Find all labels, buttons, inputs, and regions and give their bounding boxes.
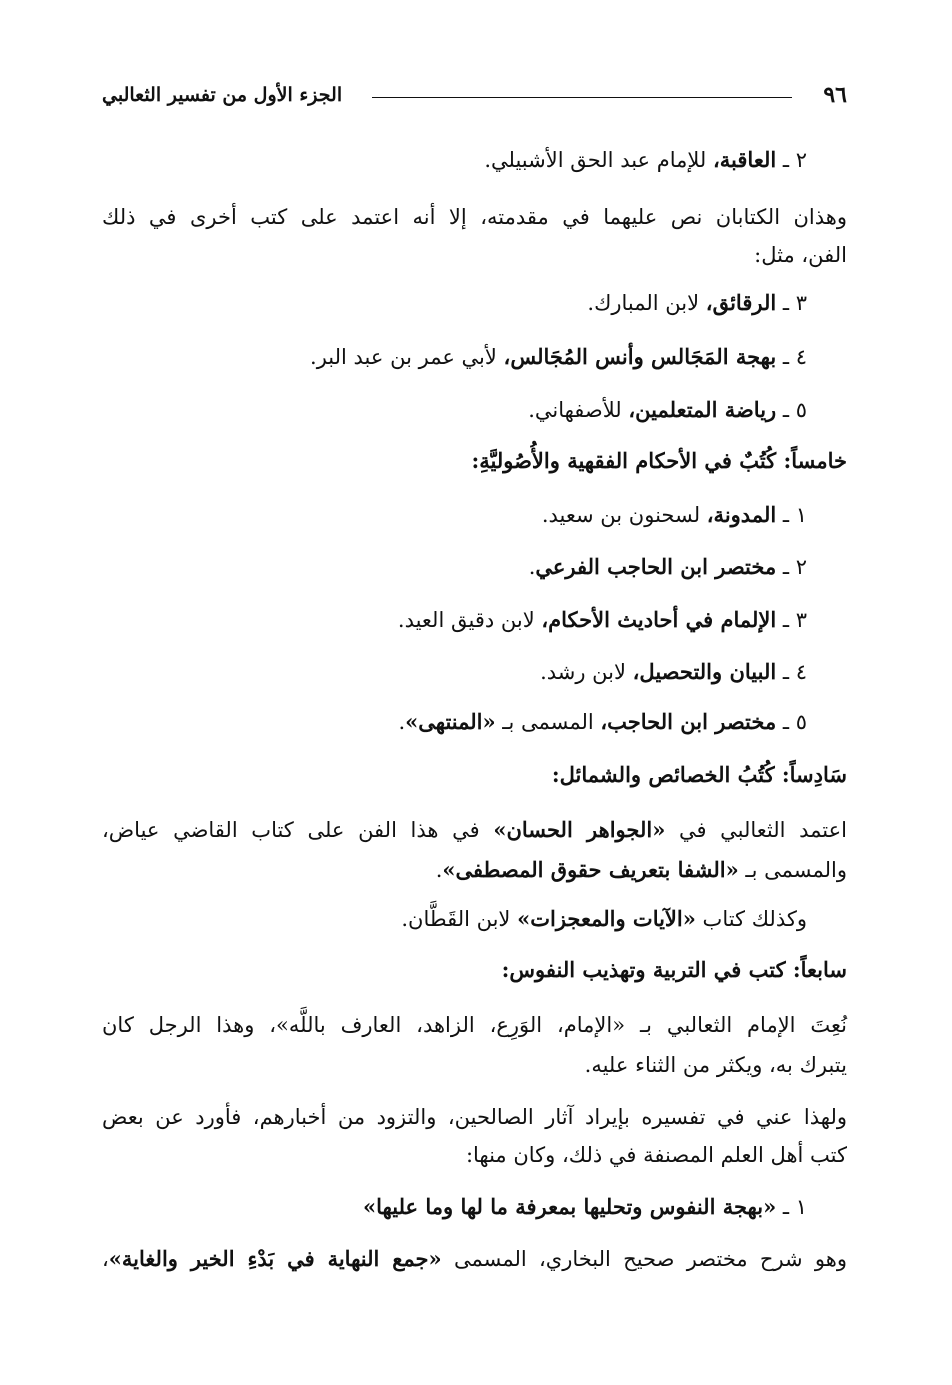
text-line xyxy=(102,552,807,582)
text-line xyxy=(102,202,847,232)
text-line xyxy=(102,1140,847,1170)
text-run: لابن دقيق العيد. xyxy=(397,608,542,632)
text-line xyxy=(102,605,807,635)
bold-text: خامساً: كُتُبٌ في الأحكام الفقهية والأُصُوليَّةِ: xyxy=(471,448,847,473)
text-run: للأصفهاني. xyxy=(528,398,629,422)
text-line xyxy=(102,145,807,175)
bold-text: «المنتهى» xyxy=(405,709,496,734)
text-line xyxy=(102,815,847,845)
bold-text: «الجواهر الحسان» xyxy=(493,817,666,842)
header-rule xyxy=(372,97,792,98)
text-line xyxy=(102,1102,847,1132)
bold-text: الإلمام في أحاديث الأحكام، xyxy=(541,607,777,632)
bold-text: مختصر ابن الحاجب الفرعي xyxy=(535,554,777,579)
text-run: . xyxy=(398,710,406,734)
text-run: وكذلك كتاب xyxy=(695,907,807,931)
bold-text: بهجة المَجَالس وأنس المُجَالس، xyxy=(503,344,777,369)
bold-text: سابعاً: كتب في التربية وتهذيب النفوس: xyxy=(501,957,847,982)
text-line xyxy=(102,1192,807,1222)
text-run: يتبرك به، ويكثر من الثناء عليه. xyxy=(584,1053,847,1077)
text-line xyxy=(102,1244,847,1274)
page-number: ٩٦ xyxy=(823,82,847,108)
bold-text: «الشفا بتعريف حقوق المصطفى» xyxy=(442,857,739,882)
text-run: للإمام عبد الحق الأشبيلي. xyxy=(484,148,714,172)
text-run: ٤ ـ xyxy=(776,345,807,369)
text-line xyxy=(102,904,807,934)
text-line xyxy=(102,288,807,318)
text-run: لأبي عمر بن عبد البر. xyxy=(310,345,504,369)
text-line xyxy=(102,1050,847,1080)
text-run: ١ ـ xyxy=(776,503,807,527)
text-run: ولهذا عني في تفسيره بإيراد آثار الصالحين، والتزود من أخبارهم، فأورد عن بعض xyxy=(102,1105,847,1129)
text-line xyxy=(102,240,847,270)
text-line xyxy=(102,657,807,687)
text-line xyxy=(102,342,807,372)
text-run: والمسمى بـ xyxy=(738,858,847,882)
text-line xyxy=(102,855,847,885)
text-run: لابن القَطَّان. xyxy=(401,907,518,931)
bold-text: «الآيات والمعجزات» xyxy=(517,906,696,931)
bold-text: المدونة، xyxy=(706,502,777,527)
text-line xyxy=(102,707,807,737)
section-heading xyxy=(102,446,847,476)
text-run: وهو شرح مختصر صحيح البخاري، المسمى xyxy=(441,1247,847,1271)
bold-text: «جمع النهاية في بَدْءِ الخير والغاية» xyxy=(108,1246,442,1271)
text-run: ٤ ـ xyxy=(776,660,807,684)
text-run: . xyxy=(435,858,443,882)
bold-text: رياضة المتعلمين، xyxy=(628,397,777,422)
section-heading xyxy=(102,760,847,790)
text-run: ٣ ـ xyxy=(776,291,807,315)
text-run: ٥ ـ xyxy=(776,398,807,422)
bold-text: سَادِساً: كُتُبُ الخصائص والشمائل: xyxy=(551,762,847,787)
text-run: لابن رشد. xyxy=(540,660,633,684)
text-run: ، xyxy=(102,1247,109,1271)
text-run: ٢ ـ xyxy=(776,555,807,579)
bold-text: العاقبة، xyxy=(713,147,777,172)
text-run: ٥ ـ xyxy=(776,710,807,734)
text-run: نُعِتَ الإمام الثعالبي بـ «الإمام، الوَرِع، الزاهد، العارف باللَّه»، وهذا الرجل كان xyxy=(102,1013,847,1037)
text-run: المسمى بـ xyxy=(495,710,601,734)
text-run: ٢ ـ xyxy=(776,148,807,172)
section-heading xyxy=(102,955,847,985)
text-run: في هذا الفن على كتاب القاضي عياض، xyxy=(102,818,494,842)
text-run: ١ ـ xyxy=(776,1195,807,1219)
text-run: كتب أهل العلم المصنفة في ذلك، وكان منها: xyxy=(465,1143,847,1167)
text-run: لسحنون بن سعيد. xyxy=(541,503,707,527)
text-run: لابن المبارك. xyxy=(587,291,706,315)
text-run: ٣ ـ xyxy=(776,608,807,632)
text-run: وهذان الكتابان نص عليهما في مقدمته، إلا أنه اعتمد على كتب أخرى في ذلك xyxy=(102,205,847,229)
bold-text: الرقائق، xyxy=(705,290,777,315)
page-header xyxy=(102,82,847,114)
bold-text: «بهجة النفوس وتحليها بمعرفة ما لها وما عليها» xyxy=(363,1194,777,1219)
text-run: . xyxy=(528,555,536,579)
text-line xyxy=(102,500,807,530)
text-line xyxy=(102,1010,847,1040)
text-run: اعتمد الثعالبي في xyxy=(665,818,847,842)
bold-text: البيان والتحصيل، xyxy=(632,659,777,684)
running-title: الجزء الأول من تفسير الثعالبي xyxy=(102,84,343,106)
text-line xyxy=(102,395,807,425)
text-run: الفن، مثل: xyxy=(754,243,847,267)
bold-text: مختصر ابن الحاجب، xyxy=(600,709,777,734)
